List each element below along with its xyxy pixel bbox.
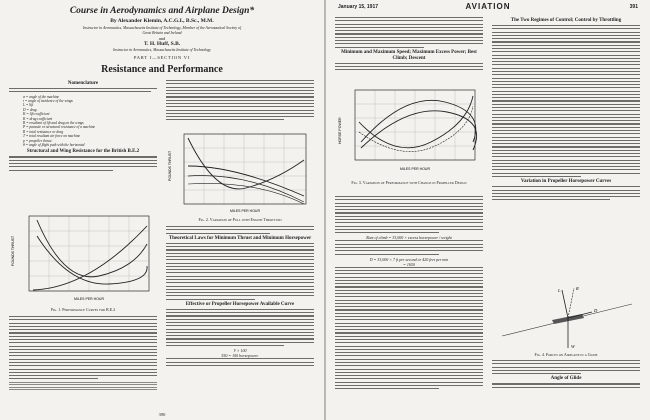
author-byline-1: By Alexander Klemin, A.C.G.I., B.Sc., M.M. <box>110 18 214 24</box>
figure-1-caption: Fig. 1. Performance Curves for B.E.2 <box>50 307 116 312</box>
section-title: Resistance and Performance <box>101 64 223 75</box>
nomenclature-item: R = resultant of lift and drag on the wings <box>23 121 84 125</box>
subhead-variation: Variation in Propeller Horsepower Curves <box>520 179 612 185</box>
right-column-1-lower <box>335 196 483 410</box>
equation-climb-1: Rate of climb = 33,000 × excess horsepower / weight <box>366 235 452 241</box>
nomenclature-item: i = angle of incidence of the wings <box>23 98 73 103</box>
fig3-xlabel: MILES PER HOUR <box>400 167 430 171</box>
article-title: Course in Aerodynamics and Airplane Design* <box>69 6 255 16</box>
nomenclature-item: L = lift <box>23 103 34 108</box>
issue-date: January 15, 1917 <box>338 4 379 10</box>
nomenclature-item: T = total resultant air force on machine <box>23 134 81 139</box>
nomenclature-item: α = angle of the machine <box>23 94 60 99</box>
fig1-xlabel: MILES PER HOUR <box>74 297 104 301</box>
running-header <box>338 4 638 14</box>
equation-climb-2: D = 33,000 × 7 ft per second or 420 feet per min <box>369 256 449 262</box>
glide-label-weight: W <box>571 344 575 349</box>
figure-3-propeller-design-curves <box>335 82 483 182</box>
nomenclature-item: P = parasite or structural resistance of a machine <box>23 125 96 130</box>
right-column-2-lower <box>492 360 640 416</box>
author-affiliation-2: Instructor in Aeronautics, Massachusetts Institute of Technology <box>113 48 211 52</box>
left-page <box>0 0 324 420</box>
author-affiliation-1-line2: Great Britain and Ireland <box>142 30 182 35</box>
glide-label-resultant: R <box>576 286 579 291</box>
glide-label-drag: D <box>594 308 598 313</box>
figure-3-caption: Fig. 3. Variation of Performance with Change in Propeller Design <box>351 180 467 185</box>
nomenclature-item: p = propeller thrust <box>23 138 52 143</box>
nomenclature-item: θ = angle of flight path with the horizontal <box>23 143 85 148</box>
subhead-structural: Structural and Wing Resistance for the British B.E.2 <box>26 149 140 155</box>
right-column-1-top <box>335 17 483 77</box>
nomenclature-item: K = lift coefficient <box>23 112 50 117</box>
byline-and: and <box>158 36 166 41</box>
subhead-nomenclature: Nomenclature <box>67 81 99 86</box>
masthead: AVIATION <box>465 2 511 11</box>
nomenclature-item: K = drag coefficient <box>23 116 53 121</box>
part-section-line: PART I—SECTION VI <box>133 55 191 60</box>
figure-4-glide-forces <box>492 284 640 352</box>
subhead-minmax: Minimum and Maximum Speed; Maximum Excess Power; Best Climb; Descent <box>341 49 477 61</box>
page-number-right: 391 <box>629 4 638 10</box>
nomenclature-item: D = drag <box>23 107 37 112</box>
nomenclature-list <box>9 95 157 148</box>
right-column-2-top <box>492 17 640 287</box>
left-column-2-top <box>166 80 314 126</box>
nomenclature-item: R = total resistance or drag <box>23 129 64 134</box>
body-text-block <box>9 156 157 170</box>
fig3-ylabel: HORSE POWER <box>338 117 342 144</box>
equation-1-numerator: V × 100 <box>233 348 247 354</box>
author-byline-2: T. H. Huff, S.B. <box>143 41 181 47</box>
right-page <box>326 0 650 420</box>
left-column-1-lower <box>9 316 157 400</box>
figure-2-caption: Fig. 2. Variation of Pull with Engine Throttled <box>198 217 282 222</box>
page-number-left: 390 <box>158 412 166 417</box>
left-column-2-lower <box>166 226 314 406</box>
fig2-xlabel: MILES PER HOUR <box>230 209 260 213</box>
figure-4-caption: Fig. 4. Forces on Airplane in a Glide <box>534 352 598 357</box>
subhead-two-regimes: The Two Regimes of Control; Control by Throttling <box>510 18 622 23</box>
fig2-ylabel: POUNDS THRUST <box>168 150 172 181</box>
author-affiliation-1-line1: Instructor in Aeronautics, Massachusetts Institute of Technology, Member of the Aeronautical Society of <box>82 26 242 30</box>
glide-label-lift: L <box>558 288 561 293</box>
figure-2-pull-curves <box>166 126 314 216</box>
equation-1-result: 550 = 100 horsepower. <box>221 353 259 359</box>
equation-climb-3: = 1650 <box>403 261 415 267</box>
fig1-ylabel: POUNDS THRUST <box>11 235 15 266</box>
subhead-effective: Effective or Propeller Horsepower Available Curve <box>185 301 295 307</box>
body-text-block <box>9 88 157 92</box>
figure-1-performance-curves <box>9 206 157 306</box>
subhead-angle-of-glide: Angle of Glide <box>550 376 582 382</box>
subhead-theoretical: Theoretical Laws for Minimum Thrust and Minimum Horsepower <box>168 235 312 241</box>
